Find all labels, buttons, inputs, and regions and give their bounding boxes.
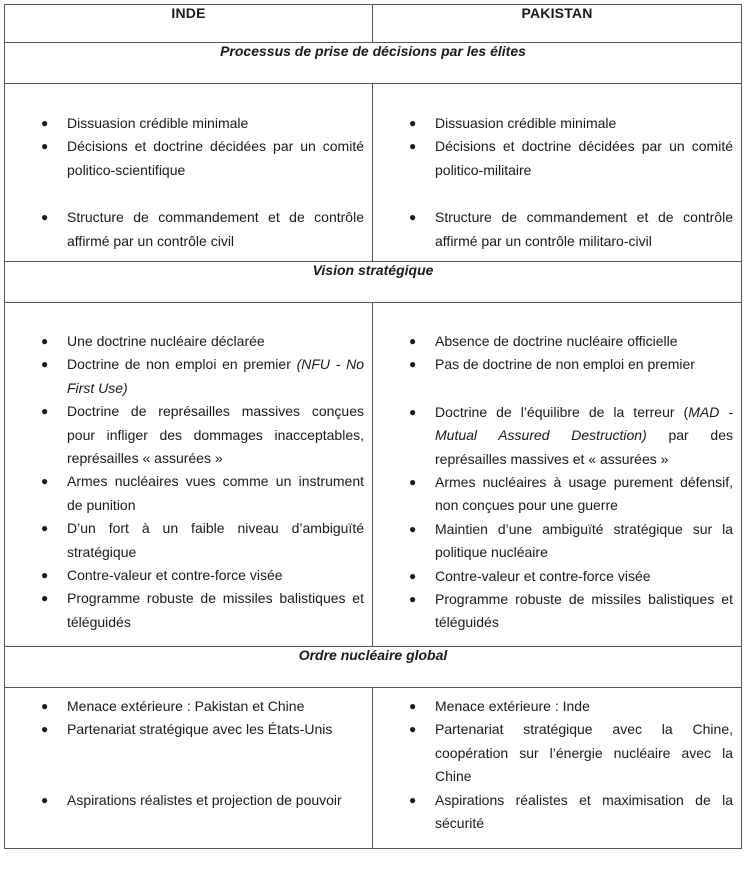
bullet-icon: ● [409,792,417,807]
pakistan-cell [373,303,742,647]
bullet-icon: ● [409,139,417,154]
list-item: ● Partenariat stratégique avec les États-Unis [5,718,372,741]
bullet-icon: ● [41,699,49,713]
list-item: ● Programme robuste de missiles balistiques et téléguidés [5,587,372,634]
inde-cell [5,303,373,647]
inde-cell [5,84,373,262]
list-item: ● Doctrine de représailles massives conçues pour infliger des dommages inacceptables, représailles « assurées » [5,400,372,470]
list-item: ● Contre-valeur et contre-force visée [5,564,372,587]
list-item: ● Doctrine de l’équilibre de la terreur (MAD - Mutual Assured Destruction) par des représailles massives et « assurées » [373,401,741,471]
list-item: ● Structure de commandement et de contrôle affirmé par un contrôle civil [5,206,372,253]
pakistan-cell [373,688,742,849]
bullet-icon: ● [41,404,49,419]
list-item: ● Doctrine de non emploi en premier (NFU - No First Use) [5,353,372,400]
list-item: ● Armes nucléaires à usage purement défensif, non conçues pour une guerre [373,471,741,518]
bullet-icon: ● [409,357,417,372]
bullet-icon: ● [41,116,49,130]
table-header-row [5,5,742,43]
bullet-icon: ● [41,568,49,583]
section-header-row [5,647,742,688]
bullet-icon: ● [41,139,49,154]
list-item: ● Absence de doctrine nucléaire officielle [373,330,741,353]
section-content-row [5,84,742,262]
bullet-icon: ● [41,334,49,348]
bullet-icon: ● [409,404,417,419]
list-item: ● Décisions et doctrine décidées par un comité politico-scientifique [5,135,372,182]
section-content-row [5,303,742,647]
bullet-icon: ● [409,210,417,225]
bullet-icon: ● [409,722,417,737]
section-title: Ordre nucléaire global [5,647,742,688]
column-header-pakistan: PAKISTAN [373,5,742,43]
list-item: ● Aspirations réalistes et projection de pouvoir [5,789,372,812]
bullet-icon: ● [409,568,417,583]
list-item: ● Programme robuste de missiles balistiques et téléguidés [373,588,741,635]
column-header-inde: INDE [5,5,373,43]
list-item: ● Décisions et doctrine décidées par un comité politico-militaire [373,135,741,182]
bullet-icon: ● [41,521,49,536]
list-item: ● Contre-valeur et contre-force visée [373,565,741,588]
section-content-row [5,688,742,849]
list-item: ● Partenariat stratégique avec la Chine, coopération sur l’énergie nucléaire avec la Chine [373,718,741,788]
list-item: ● Une doctrine nucléaire déclarée [5,330,372,353]
bullet-icon: ● [409,116,417,130]
bullet-icon: ● [41,210,49,225]
section-header-row [5,262,742,303]
inde-cell [5,688,373,849]
bullet-icon: ● [409,521,417,536]
list-item: ● Dissuasion crédible minimale [5,112,372,135]
bullet-icon: ● [409,475,417,490]
list-item: ● D’un fort à un faible niveau d’ambiguïté stratégique [5,517,372,564]
bullet-icon: ● [41,792,49,807]
list-item: ● Pas de doctrine de non emploi en premier [373,353,741,376]
section-title: Vision stratégique [5,262,742,303]
list-item: ● Aspirations réalistes et maximisation de la sécurité [373,789,741,836]
list-item: ● Maintien d’une ambiguïté stratégique sur la politique nucléaire [373,518,741,565]
list-item: ● Structure de commandement et de contrôle affirmé par un contrôle militaro-civil [373,206,741,253]
list-item: ● Armes nucléaires vues comme un instrument de punition [5,470,372,517]
list-item: ● Menace extérieure : Inde [373,695,741,718]
comparison-table [4,4,742,849]
bullet-icon: ● [41,357,49,372]
bullet-icon: ● [41,591,49,606]
list-item: ● Menace extérieure : Pakistan et Chine [5,695,372,718]
bullet-icon: ● [409,592,417,607]
bullet-icon: ● [409,334,417,348]
bullet-icon: ● [41,474,49,489]
section-title: Processus de prise de décisions par les élites [5,43,742,84]
bullet-icon: ● [41,722,49,737]
section-header-row [5,43,742,84]
list-item: ● Dissuasion crédible minimale [373,112,741,135]
bullet-icon: ● [409,699,417,713]
pakistan-cell [373,84,742,262]
